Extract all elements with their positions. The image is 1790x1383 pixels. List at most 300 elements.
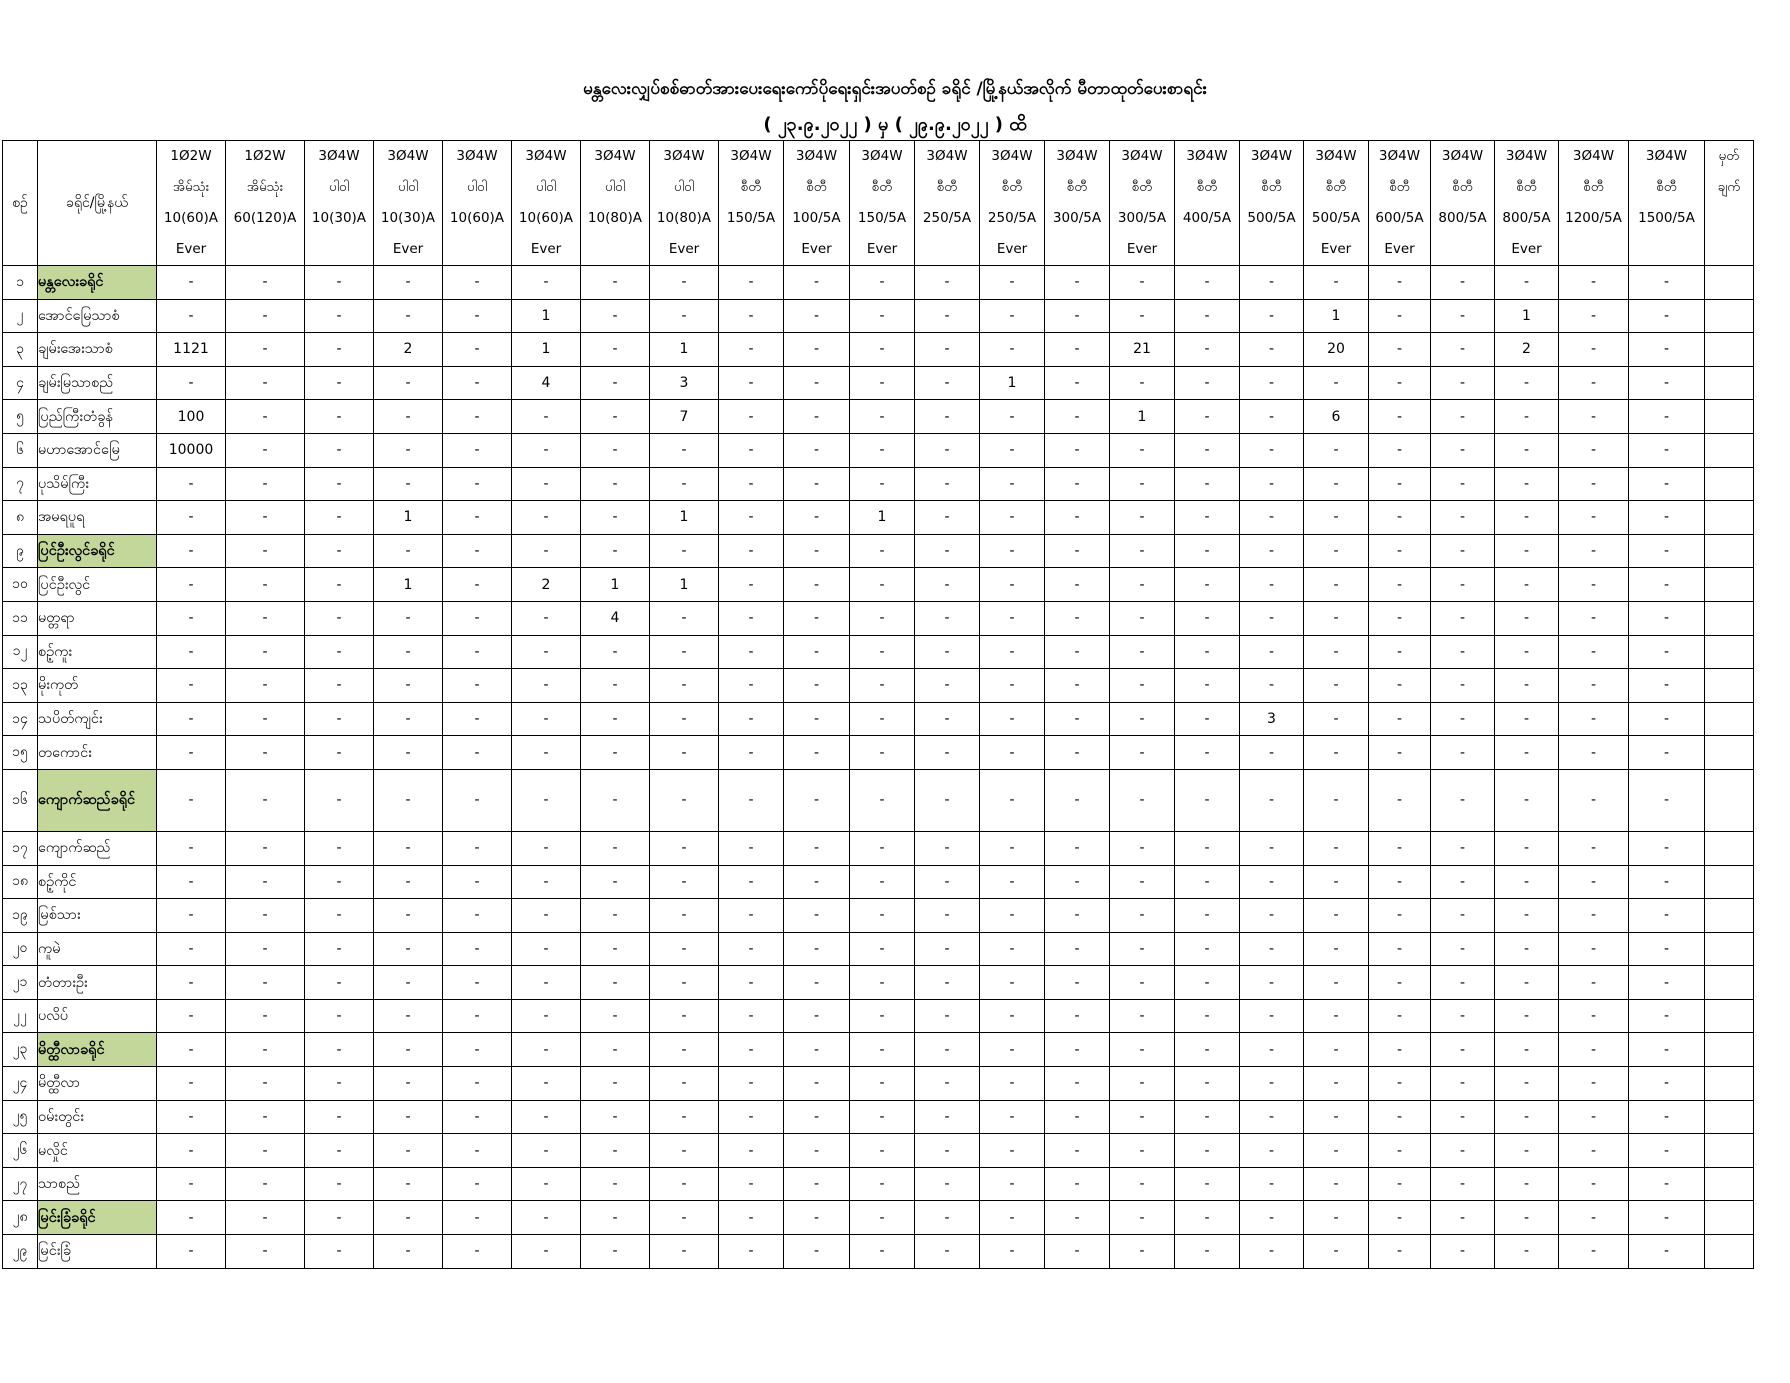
meter-count-cell: - bbox=[784, 1033, 850, 1067]
township-name: အောင်မြေသာစံ bbox=[38, 299, 157, 333]
meter-count-cell: - bbox=[374, 366, 443, 400]
meter-count-cell: - bbox=[226, 400, 305, 434]
meter-count-cell: - bbox=[1240, 467, 1304, 501]
meter-count-cell: - bbox=[1369, 534, 1431, 568]
header-line: စီတီ bbox=[1131, 179, 1153, 195]
row-number: ၁၅ bbox=[3, 736, 38, 770]
meter-count-cell: - bbox=[719, 1100, 784, 1134]
meter-count-cell: - bbox=[226, 899, 305, 933]
meter-count-cell: - bbox=[1304, 601, 1369, 635]
meter-count-cell: - bbox=[850, 1201, 915, 1235]
meter-count-cell: - bbox=[1431, 932, 1495, 966]
meter-count-cell: - bbox=[1629, 467, 1705, 501]
meter-count-cell: - bbox=[226, 865, 305, 899]
report-date-range: ( ၂၃.၉.၂၀၂၂ ) မှ ( ၂၉.၉.၂၀၂၂ ) ထိ bbox=[763, 114, 1027, 135]
meter-count-cell: - bbox=[784, 568, 850, 602]
meter-count-cell: - bbox=[1559, 769, 1629, 831]
meter-count-cell: - bbox=[226, 736, 305, 770]
meter-count-cell: - bbox=[1369, 999, 1431, 1033]
district-name: ပြင်ဦးလွင်ခရိုင် bbox=[38, 534, 157, 568]
header-line: ပါဝါ bbox=[398, 179, 418, 195]
meter-count-cell: - bbox=[784, 831, 850, 865]
meter-count-cell: - bbox=[1431, 501, 1495, 535]
meter-count-cell: - bbox=[980, 999, 1045, 1033]
meter-count-cell: - bbox=[443, 433, 512, 467]
meter-count-cell: - bbox=[719, 1134, 784, 1168]
meter-count-cell: - bbox=[850, 333, 915, 367]
meter-count-cell: - bbox=[157, 534, 226, 568]
meter-count-cell: - bbox=[1045, 433, 1110, 467]
meter-count-cell: - bbox=[512, 831, 581, 865]
meter-count-cell: - bbox=[1175, 467, 1240, 501]
meter-count-cell: - bbox=[1110, 534, 1175, 568]
meter-count-cell: - bbox=[1240, 736, 1304, 770]
meter-count-cell: - bbox=[1369, 769, 1431, 831]
meter-count-cell: - bbox=[784, 1167, 850, 1201]
meter-count-cell: - bbox=[305, 1167, 374, 1201]
meter-count-cell: - bbox=[980, 966, 1045, 1000]
meter-count-cell: - bbox=[1110, 702, 1175, 736]
meter-count-cell: - bbox=[915, 501, 980, 535]
header-meter-type bbox=[1629, 141, 1705, 266]
meter-count-cell: - bbox=[1369, 601, 1431, 635]
table-row bbox=[3, 1033, 1754, 1067]
meter-count-cell: - bbox=[374, 534, 443, 568]
meter-count-cell: - bbox=[1431, 433, 1495, 467]
meter-count-cell: - bbox=[1175, 932, 1240, 966]
meter-count-cell: - bbox=[1304, 1134, 1369, 1168]
header-line: အိမ်သုံး bbox=[172, 179, 210, 195]
township-name: မိတ္ထီလာ bbox=[38, 1067, 157, 1101]
meter-count-cell: - bbox=[374, 1201, 443, 1235]
meter-count-cell: - bbox=[1240, 932, 1304, 966]
meter-count-cell: - bbox=[305, 1033, 374, 1067]
meter-count-cell: - bbox=[374, 433, 443, 467]
meter-count-cell: - bbox=[305, 568, 374, 602]
meter-count-cell: - bbox=[581, 534, 650, 568]
meter-count-cell: - bbox=[784, 1067, 850, 1101]
meter-count-cell: - bbox=[915, 1067, 980, 1101]
meter-count-cell: - bbox=[1110, 1067, 1175, 1101]
meter-count-cell: - bbox=[784, 999, 850, 1033]
meter-count-cell: - bbox=[443, 966, 512, 1000]
table-row bbox=[3, 1201, 1754, 1235]
row-number: ၉ bbox=[3, 534, 38, 568]
meter-count-cell: - bbox=[512, 501, 581, 535]
township-name: မြစ်သား bbox=[38, 899, 157, 933]
meter-count-cell: - bbox=[1629, 501, 1705, 535]
meter-count-cell: - bbox=[443, 831, 512, 865]
meter-count-cell: - bbox=[1304, 366, 1369, 400]
table-row bbox=[3, 1134, 1754, 1168]
meter-count-cell: - bbox=[1559, 966, 1629, 1000]
meter-count-cell: - bbox=[374, 1033, 443, 1067]
meter-count-cell: - bbox=[1369, 702, 1431, 736]
header-line: 3Ø4W bbox=[387, 148, 429, 164]
meter-count-cell: - bbox=[1629, 1100, 1705, 1134]
meter-count-cell: - bbox=[1431, 266, 1495, 300]
meter-count-cell: - bbox=[1431, 1201, 1495, 1235]
meter-count-cell: - bbox=[374, 736, 443, 770]
meter-count-cell: - bbox=[305, 966, 374, 1000]
meter-count-cell: - bbox=[1629, 1201, 1705, 1235]
row-number: ၂၆ bbox=[3, 1134, 38, 1168]
meter-count-cell: - bbox=[1175, 736, 1240, 770]
meter-count-cell: - bbox=[443, 501, 512, 535]
meter-count-cell: - bbox=[784, 400, 850, 434]
meter-count-cell: - bbox=[1175, 831, 1240, 865]
row-number: ၁ bbox=[3, 266, 38, 300]
meter-count-cell: - bbox=[1629, 333, 1705, 367]
district-name: မိတ္ထီလာခရိုင် bbox=[38, 1033, 157, 1067]
meter-count-cell: - bbox=[1559, 433, 1629, 467]
header-line: Ever bbox=[175, 241, 207, 257]
meter-count-cell: - bbox=[374, 899, 443, 933]
header-line: 10(30)A bbox=[380, 210, 436, 226]
meter-count-cell: - bbox=[1240, 266, 1304, 300]
remark-cell bbox=[1705, 1067, 1754, 1101]
meter-count-cell: - bbox=[980, 669, 1045, 703]
meter-count-cell: - bbox=[581, 1134, 650, 1168]
meter-count-cell: - bbox=[1304, 1167, 1369, 1201]
meter-count-cell: - bbox=[374, 400, 443, 434]
meter-count-cell: - bbox=[784, 1100, 850, 1134]
meter-count-cell: - bbox=[1110, 1235, 1175, 1269]
meter-count-cell: - bbox=[157, 769, 226, 831]
meter-count-cell: - bbox=[374, 1100, 443, 1134]
meter-count-cell: - bbox=[581, 1033, 650, 1067]
header-line: 3Ø4W bbox=[318, 148, 360, 164]
township-name: ကူမဲ bbox=[38, 932, 157, 966]
meter-count-cell: - bbox=[650, 999, 719, 1033]
meter-count-cell: - bbox=[157, 669, 226, 703]
meter-count-cell: - bbox=[1045, 601, 1110, 635]
table-row bbox=[3, 1167, 1754, 1201]
header-line bbox=[1431, 234, 1494, 265]
meter-count-cell: - bbox=[226, 601, 305, 635]
meter-count-cell: - bbox=[1304, 702, 1369, 736]
meter-count-cell: - bbox=[1110, 601, 1175, 635]
meter-count-cell: - bbox=[915, 534, 980, 568]
meter-count-cell: - bbox=[1369, 1100, 1431, 1134]
report-title: မန္တလေးလျှပ်စစ်ဓာတ်အားပေးရေးကော်ပိုရေးရှင်းအပတ်စဉ် ခရိုင် /မြို့နယ်အလိုက် မီတာထုတ်ပေးစာရင်း bbox=[583, 79, 1207, 99]
meter-count-cell: - bbox=[1045, 266, 1110, 300]
meter-count-cell: - bbox=[226, 366, 305, 400]
row-number: ၇ bbox=[3, 467, 38, 501]
meter-count-cell: - bbox=[650, 865, 719, 899]
meter-count-cell: - bbox=[980, 1067, 1045, 1101]
meter-count-cell: - bbox=[1175, 433, 1240, 467]
header-line: 3Ø4W bbox=[1250, 148, 1293, 164]
meter-count-cell: - bbox=[1629, 601, 1705, 635]
meter-count-cell: - bbox=[850, 1134, 915, 1168]
meter-count-cell: - bbox=[719, 1235, 784, 1269]
meter-count-cell: - bbox=[1559, 333, 1629, 367]
meter-count-cell: - bbox=[226, 1235, 305, 1269]
township-name: အမရပူရ bbox=[38, 501, 157, 535]
meter-count-cell: - bbox=[1304, 669, 1369, 703]
header-line: 150/5A bbox=[726, 210, 776, 226]
township-name: မဟာအောင်မြေ bbox=[38, 433, 157, 467]
meter-count-cell: - bbox=[443, 299, 512, 333]
meter-count-cell: - bbox=[443, 266, 512, 300]
meter-count-cell: - bbox=[305, 266, 374, 300]
header-line: စီတီ bbox=[1196, 179, 1218, 195]
meter-count-cell: - bbox=[1240, 1033, 1304, 1067]
meter-count-cell: - bbox=[915, 333, 980, 367]
meter-count-cell: - bbox=[1559, 534, 1629, 568]
header-line: စီတီ bbox=[1261, 179, 1282, 195]
header-line: 100/5A bbox=[792, 210, 841, 226]
meter-count-cell: - bbox=[1559, 1235, 1629, 1269]
meter-count-cell: - bbox=[226, 467, 305, 501]
meter-count-cell: - bbox=[719, 601, 784, 635]
remark-cell bbox=[1705, 366, 1754, 400]
meter-count-cell: - bbox=[784, 433, 850, 467]
township-name: သပိတ်ကျင်း bbox=[38, 702, 157, 736]
header-line: စီတီ bbox=[1389, 179, 1410, 195]
remark-cell bbox=[1705, 966, 1754, 1000]
meter-count-cell: - bbox=[1369, 736, 1431, 770]
meter-count-cell: - bbox=[1045, 966, 1110, 1000]
meter-count-cell: 100 bbox=[157, 400, 226, 434]
meter-count-cell: - bbox=[850, 601, 915, 635]
meter-count-cell: - bbox=[1110, 433, 1175, 467]
meter-count-cell: - bbox=[443, 1235, 512, 1269]
header-line: 3Ø4W bbox=[1645, 148, 1688, 164]
meter-count-cell: - bbox=[1629, 366, 1705, 400]
meter-count-cell: - bbox=[1369, 433, 1431, 467]
remark-cell bbox=[1705, 501, 1754, 535]
meter-count-cell: - bbox=[1431, 865, 1495, 899]
meter-count-cell: - bbox=[1495, 534, 1559, 568]
meter-count-cell: - bbox=[226, 568, 305, 602]
meter-count-cell: - bbox=[1045, 736, 1110, 770]
header-meter-type bbox=[1240, 141, 1304, 266]
meter-count-cell: - bbox=[1431, 299, 1495, 333]
meter-count-cell: - bbox=[1110, 966, 1175, 1000]
meter-count-cell: - bbox=[1495, 966, 1559, 1000]
meter-count-cell: - bbox=[1629, 568, 1705, 602]
meter-count-cell: - bbox=[374, 702, 443, 736]
row-number: ၂၃ bbox=[3, 1033, 38, 1067]
meter-count-cell: - bbox=[1559, 366, 1629, 400]
meter-count-cell: - bbox=[1369, 865, 1431, 899]
meter-count-cell: - bbox=[1629, 1235, 1705, 1269]
meter-count-cell: - bbox=[980, 534, 1045, 568]
meter-count-cell: - bbox=[784, 635, 850, 669]
meter-count-cell: - bbox=[915, 1167, 980, 1201]
meter-count-cell: - bbox=[650, 966, 719, 1000]
table-row bbox=[3, 1235, 1754, 1269]
header-line: 300/5A bbox=[1117, 210, 1167, 226]
remark-cell bbox=[1705, 1134, 1754, 1168]
meter-count-cell: - bbox=[157, 966, 226, 1000]
remark-cell bbox=[1705, 266, 1754, 300]
meter-count-cell: - bbox=[305, 769, 374, 831]
meter-count-cell: - bbox=[157, 568, 226, 602]
meter-count-cell: - bbox=[1629, 534, 1705, 568]
meter-count-cell: - bbox=[226, 1067, 305, 1101]
meter-count-cell: - bbox=[1559, 601, 1629, 635]
header-line: 500/5A bbox=[1311, 210, 1361, 226]
meter-count-cell: - bbox=[719, 333, 784, 367]
meter-count-cell: - bbox=[1110, 467, 1175, 501]
meter-count-cell: - bbox=[1431, 400, 1495, 434]
meter-count-cell: - bbox=[1045, 702, 1110, 736]
meter-count-cell: - bbox=[226, 1201, 305, 1235]
meter-count-cell: - bbox=[1110, 266, 1175, 300]
meter-count-cell: - bbox=[784, 467, 850, 501]
meter-count-cell: - bbox=[1110, 932, 1175, 966]
header-line: ချက် bbox=[1717, 179, 1741, 195]
header-no: စဉ် bbox=[3, 141, 38, 266]
header-line bbox=[915, 234, 979, 265]
meter-count-cell: - bbox=[1175, 601, 1240, 635]
header-line: 250/5A bbox=[922, 210, 972, 226]
meter-count-cell: - bbox=[305, 669, 374, 703]
header-meter-type bbox=[1175, 141, 1240, 266]
meter-count-cell: - bbox=[374, 865, 443, 899]
meter-count-cell: - bbox=[157, 932, 226, 966]
meter-count-cell: - bbox=[650, 702, 719, 736]
meter-count-cell: - bbox=[1175, 299, 1240, 333]
meter-count-cell: 1 bbox=[1110, 400, 1175, 434]
meter-count-cell: - bbox=[512, 865, 581, 899]
header-line: ပါဝါ bbox=[674, 179, 694, 195]
meter-count-cell: - bbox=[1240, 999, 1304, 1033]
meter-count-cell: - bbox=[1045, 400, 1110, 434]
meter-count-cell: - bbox=[374, 635, 443, 669]
header-line: စီတီ bbox=[871, 179, 893, 195]
row-number: ၈ bbox=[3, 501, 38, 535]
meter-count-cell: - bbox=[784, 865, 850, 899]
header-line: 3Ø4W bbox=[525, 148, 567, 164]
meter-count-cell: - bbox=[850, 1100, 915, 1134]
meter-count-cell: - bbox=[581, 299, 650, 333]
meter-count-cell: - bbox=[581, 769, 650, 831]
table-row bbox=[3, 736, 1754, 770]
remark-cell bbox=[1705, 865, 1754, 899]
header-line: 3Ø4W bbox=[795, 148, 838, 164]
table-row bbox=[3, 400, 1754, 434]
meter-count-cell: - bbox=[1045, 534, 1110, 568]
header-meter-type bbox=[226, 141, 305, 266]
header-meter-type bbox=[374, 141, 443, 266]
table-row bbox=[3, 601, 1754, 635]
row-number: ၁၇ bbox=[3, 831, 38, 865]
meter-count-cell: - bbox=[1240, 433, 1304, 467]
meter-count-cell: - bbox=[1045, 999, 1110, 1033]
meter-count-cell: - bbox=[305, 1100, 374, 1134]
meter-count-cell: - bbox=[1304, 932, 1369, 966]
meter-count-cell: - bbox=[226, 769, 305, 831]
meter-count-cell: - bbox=[650, 635, 719, 669]
township-name: ကျောက်ဆည် bbox=[38, 831, 157, 865]
meter-count-cell: - bbox=[1175, 899, 1240, 933]
meter-count-cell: - bbox=[1629, 769, 1705, 831]
meter-count-cell: - bbox=[1629, 669, 1705, 703]
meter-count-cell: - bbox=[443, 865, 512, 899]
meter-count-cell: - bbox=[1559, 467, 1629, 501]
meter-count-cell: - bbox=[1110, 899, 1175, 933]
meter-count-cell: - bbox=[1304, 1067, 1369, 1101]
meter-count-cell: - bbox=[512, 702, 581, 736]
table-row bbox=[3, 366, 1754, 400]
meter-count-cell: - bbox=[374, 266, 443, 300]
meter-count-cell: - bbox=[1175, 568, 1240, 602]
meter-count-cell: - bbox=[719, 266, 784, 300]
meter-count-cell: - bbox=[1045, 1100, 1110, 1134]
meter-count-cell: - bbox=[915, 266, 980, 300]
meter-count-cell: - bbox=[1240, 400, 1304, 434]
header-remark bbox=[1705, 141, 1754, 266]
header-meter-type bbox=[719, 141, 784, 266]
meter-count-cell: - bbox=[581, 333, 650, 367]
meter-count-cell: - bbox=[1110, 1033, 1175, 1067]
meter-count-cell: - bbox=[157, 831, 226, 865]
meter-count-cell: - bbox=[650, 299, 719, 333]
township-name: ဝမ်းတွင်း bbox=[38, 1100, 157, 1134]
meter-count-cell: - bbox=[1304, 899, 1369, 933]
meter-count-cell: - bbox=[1045, 769, 1110, 831]
meter-count-cell: - bbox=[915, 601, 980, 635]
meter-count-cell: - bbox=[1369, 1167, 1431, 1201]
meter-count-cell: - bbox=[784, 534, 850, 568]
meter-count-cell: - bbox=[512, 534, 581, 568]
header-line: 150/5A bbox=[857, 210, 907, 226]
meter-count-cell: - bbox=[305, 932, 374, 966]
header-line: စီတီ bbox=[1325, 179, 1347, 195]
meter-count-cell: - bbox=[226, 702, 305, 736]
header-line: 10(80)A bbox=[656, 210, 712, 226]
row-number: ၁၁ bbox=[3, 601, 38, 635]
meter-count-cell: - bbox=[1431, 736, 1495, 770]
table-body bbox=[3, 266, 1754, 1269]
meter-count-cell: - bbox=[512, 400, 581, 434]
meter-count-cell: - bbox=[1495, 266, 1559, 300]
meter-count-cell: - bbox=[1431, 601, 1495, 635]
meter-count-cell: - bbox=[1304, 999, 1369, 1033]
header-name: ခရိုင်/မြို့နယ် bbox=[38, 141, 157, 266]
meter-count-cell: - bbox=[784, 333, 850, 367]
meter-count-cell: - bbox=[1495, 400, 1559, 434]
meter-count-cell: - bbox=[157, 1167, 226, 1201]
meter-count-cell: - bbox=[1304, 534, 1369, 568]
meter-count-cell: - bbox=[1369, 366, 1431, 400]
meter-count-cell: - bbox=[374, 831, 443, 865]
meter-count-cell: - bbox=[784, 702, 850, 736]
header-line bbox=[1240, 234, 1303, 265]
meter-count-cell: - bbox=[1495, 865, 1559, 899]
meter-count-cell: - bbox=[1495, 736, 1559, 770]
remark-cell bbox=[1705, 769, 1754, 831]
meter-count-cell: - bbox=[980, 266, 1045, 300]
meter-count-cell: - bbox=[719, 865, 784, 899]
meter-count-cell: - bbox=[157, 1201, 226, 1235]
row-number: ၄ bbox=[3, 366, 38, 400]
meter-count-cell: - bbox=[1240, 1201, 1304, 1235]
meter-count-cell: - bbox=[1495, 568, 1559, 602]
meter-count-cell: - bbox=[1559, 1201, 1629, 1235]
meter-count-cell: - bbox=[157, 366, 226, 400]
meter-count-cell: - bbox=[1045, 899, 1110, 933]
meter-count-cell: - bbox=[581, 1100, 650, 1134]
remark-cell bbox=[1705, 635, 1754, 669]
meter-count-cell: - bbox=[1240, 1134, 1304, 1168]
meter-count-cell: - bbox=[1240, 1235, 1304, 1269]
meter-count-cell: - bbox=[915, 1201, 980, 1235]
